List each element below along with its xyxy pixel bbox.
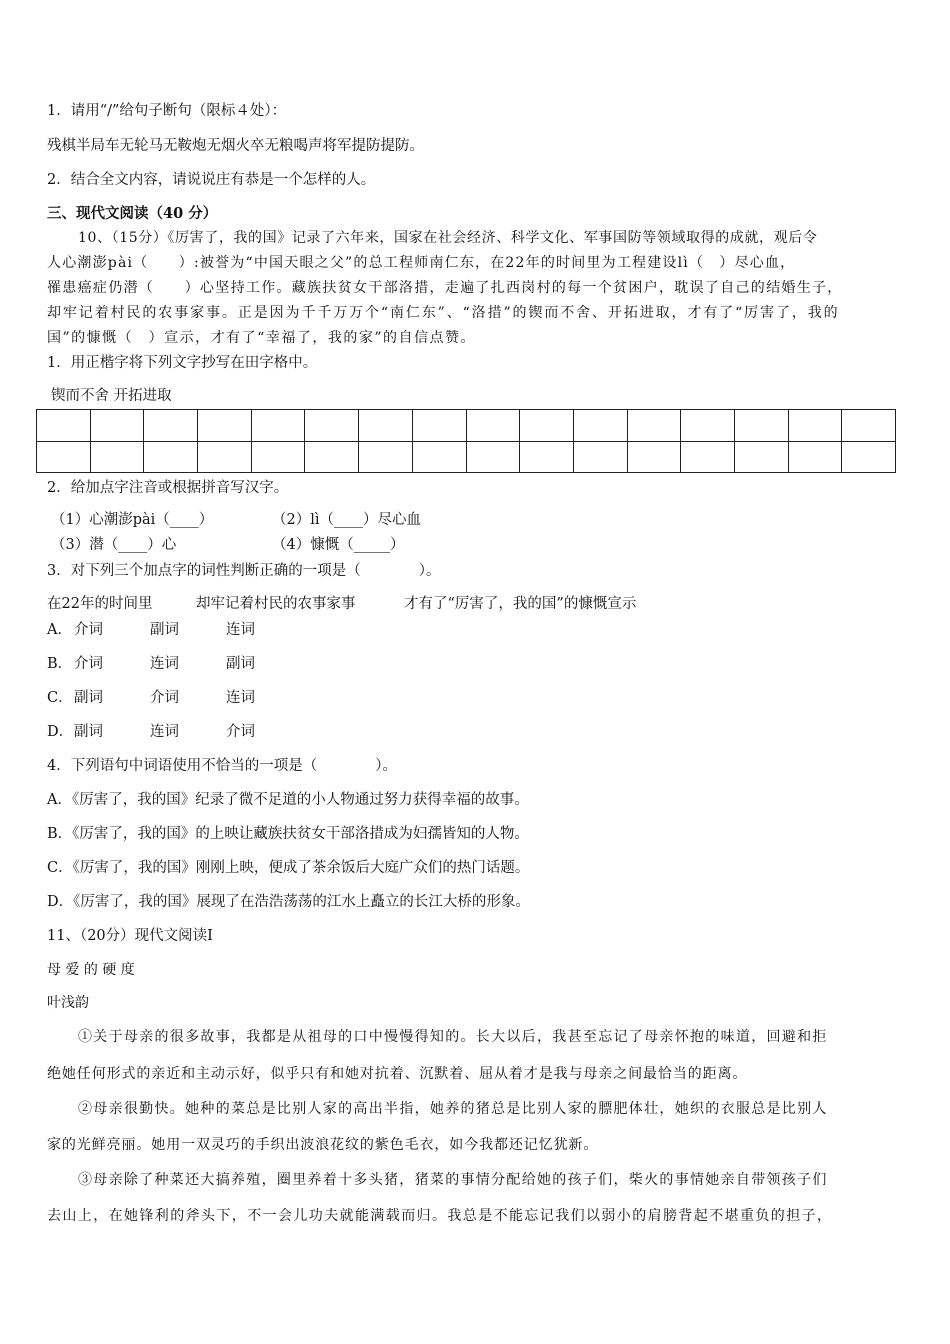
option[interactable]: D．《厉害了，我的国》展现了在浩浩荡荡的江水上矗立的长江大桥的形象。 — [47, 894, 530, 910]
q10-line: 人心潮澎pài（ ）:被誉为“中国天眼之父”的总工程师南仁东，在22年的时间里为工程建设lì（ ）尽心血， — [47, 255, 796, 271]
q10-line: 10、（15分）《厉害了，我的国》记录了六年来，国家在社会经济、科学文化、军事国防等领域取得的成就，观后令 — [78, 230, 818, 246]
paragraph-line: 绝她任何形式的亲近和主动示好，似乎只有和她对抗着、沉默着、屈从着才是我与母亲之间最恰当的距离。 — [47, 1066, 748, 1082]
article-author: 叶浅韵 — [47, 995, 89, 1011]
option-word: 介词 — [74, 656, 103, 672]
q10-line: 罹患癌症仍潜（ ）心坚持工作。藏族扶贫女干部洛措，走遍了扎西岗村的每一个贫困户，耽误了自己的结婚生子， — [47, 280, 843, 296]
option-word: 连词 — [226, 622, 255, 638]
phrase: 才有了“厉害了，我的国”的慷慨宣示 — [404, 596, 637, 612]
option-word: 副词 — [74, 724, 103, 740]
paragraph-line: ①关于母亲的很多故事，我都是从祖母的口中慢慢得知的。长大以后，我甚至忘记了母亲怀抱的味道，回避和拒 — [78, 1029, 828, 1045]
q10-subquestion-1: 1．用正楷字将下列文字抄写在田字格中。 — [47, 355, 318, 371]
question-11-heading: 11、（20分）现代文阅读Ⅰ — [47, 928, 213, 944]
q10-subquestion-2: 2．给加点字注音或根据拼音写汉字。 — [47, 480, 289, 496]
option[interactable]: B．《厉害了，我的国》的上映让藏族扶贫女干部洛措成为妇孺皆知的人物。 — [47, 826, 529, 842]
q10-subquestion-3: 3．对下列三个加点字的词性判断正确的一项是（ ）。 — [47, 563, 441, 579]
option-word: 介词 — [226, 724, 255, 740]
phrase: 却牢记着村民的农事家事 — [196, 596, 356, 612]
option-letter[interactable]: B． — [47, 656, 73, 672]
option-word: 连词 — [150, 656, 179, 672]
paragraph-line: 去山上，在她锋利的斧头下，不一会儿功夫就能满载而归。我总是不能忘记我们以弱小的肩膀背起不堪重负的担子， — [47, 1208, 833, 1224]
fill-item[interactable]: （3）潜（____）心 — [51, 537, 177, 553]
option-letter[interactable]: A． — [47, 622, 72, 638]
option-letter[interactable]: C． — [47, 690, 73, 706]
fill-item[interactable]: （4）慷慨（_____） — [272, 537, 405, 553]
question-1: 1．请用“/”给句子断句（限标４处）： — [47, 103, 287, 119]
question-2: 2．结合全文内容，请说说庄有恭是一个怎样的人。 — [47, 172, 376, 188]
option[interactable]: A．《厉害了，我的国》纪录了微不足道的小人物通过努力获得幸福的故事。 — [47, 792, 529, 808]
copy-text: 锲而不舍 开拓进取 — [51, 388, 172, 404]
paragraph-line: ③母亲除了种菜还大搞养殖，圈里养着十多头猪，猪菜的事情分配给她的孩子们，柴火的事情她亲自带领孩子们 — [78, 1172, 828, 1188]
q10-subquestion-4: 4．下列语句中词语使用不恰当的一项是（ ）。 — [47, 758, 397, 774]
paragraph-line: ②母亲很勤快。她种的菜总是比别人家的高出半指，她养的猪总是比别人家的膘肥体壮，她织的衣服总是比别人 — [78, 1101, 828, 1117]
paragraph-line: 家的光鲜亮丽。她用一双灵巧的手织出波浪花纹的紫色毛衣，如今我都还记忆犹新。 — [47, 1137, 599, 1153]
fill-item[interactable]: （2）lì（____）尽心血 — [272, 512, 421, 528]
tianzige-grid[interactable] — [36, 409, 896, 473]
option-word: 介词 — [74, 622, 103, 638]
option-word: 介词 — [150, 690, 179, 706]
question-1-text: 残棋半局车无轮马无鞍炮无烟火卒无粮喝声将军提防提防。 — [47, 138, 424, 154]
q10-line: 却牢记着村民的农事家事。正是因为千千万万个“南仁东”、“洛措”的锲而不舍、开拓进取，才有了“厉害了，我的 — [47, 305, 840, 321]
option-word: 连词 — [150, 724, 179, 740]
grid-row — [37, 441, 896, 473]
option-word: 副词 — [150, 622, 179, 638]
q10-line: 国”的慷慨（ ）宣示，才有了“幸福了，我的家”的自信点赞。 — [47, 330, 476, 346]
phrase: 在22年的时间里 — [47, 596, 153, 612]
option-word: 副词 — [74, 690, 103, 706]
fill-item[interactable]: （1）心潮澎pài（____） — [51, 512, 214, 528]
option-letter[interactable]: D． — [47, 724, 74, 740]
option-word: 副词 — [226, 656, 255, 672]
option[interactable]: C．《厉害了，我的国》刚刚上映，便成了茶余饭后大庭广众们的热门话题。 — [47, 860, 530, 876]
section-heading: 三、现代文阅读（40 分） — [47, 205, 218, 222]
option-word: 连词 — [226, 690, 255, 706]
grid-row — [37, 410, 896, 442]
article-title: 母 爱 的 硬 度 — [47, 962, 135, 978]
